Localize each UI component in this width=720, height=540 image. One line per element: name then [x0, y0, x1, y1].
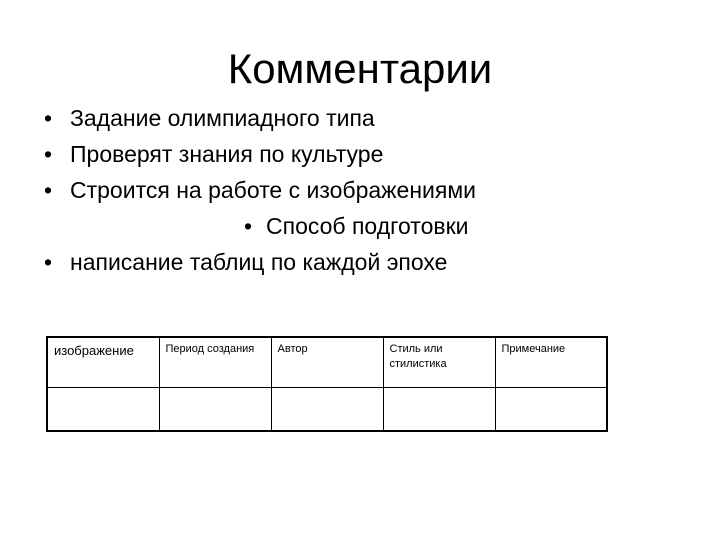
table-cell	[271, 387, 383, 431]
header-cell-image: изображение	[47, 337, 159, 387]
header-cell-author: Автор	[271, 337, 383, 387]
bullet-text: Проверят знания по культуре	[70, 141, 384, 167]
header-cell-note: Примечание	[495, 337, 607, 387]
bullet-item	[0, 136, 720, 172]
header-cell-period: Период создания	[159, 337, 271, 387]
table-cell	[383, 387, 495, 431]
bullet-dot: •	[43, 177, 53, 203]
bullet-text: написание таблиц по каждой эпохе	[70, 249, 448, 275]
header-cell-style: Стиль или стилистика	[383, 337, 495, 387]
bullet-dot: •	[43, 249, 53, 275]
bullet-dot: •	[43, 105, 53, 131]
bullet-text: Задание олимпиадного типа	[70, 105, 375, 131]
table-cell	[47, 387, 159, 431]
bullet-item	[0, 208, 720, 244]
bullet-item	[0, 244, 720, 280]
slide-title-text: Комментарии	[227, 45, 493, 92]
bullet-dot: •	[243, 213, 253, 239]
bullet-item	[0, 172, 720, 208]
slide-title	[0, 44, 720, 94]
bullet-item	[0, 100, 720, 136]
table-cell	[495, 387, 607, 431]
table-cell	[159, 387, 271, 431]
table-row	[47, 387, 607, 431]
bullet-text: Строится на работе с изображениями	[70, 177, 476, 203]
table-header-row	[47, 337, 607, 387]
bullet-dot: •	[43, 141, 53, 167]
epoch-table	[46, 336, 608, 432]
bullet-list	[0, 100, 720, 280]
bullet-text: Способ подготовки	[266, 213, 469, 239]
